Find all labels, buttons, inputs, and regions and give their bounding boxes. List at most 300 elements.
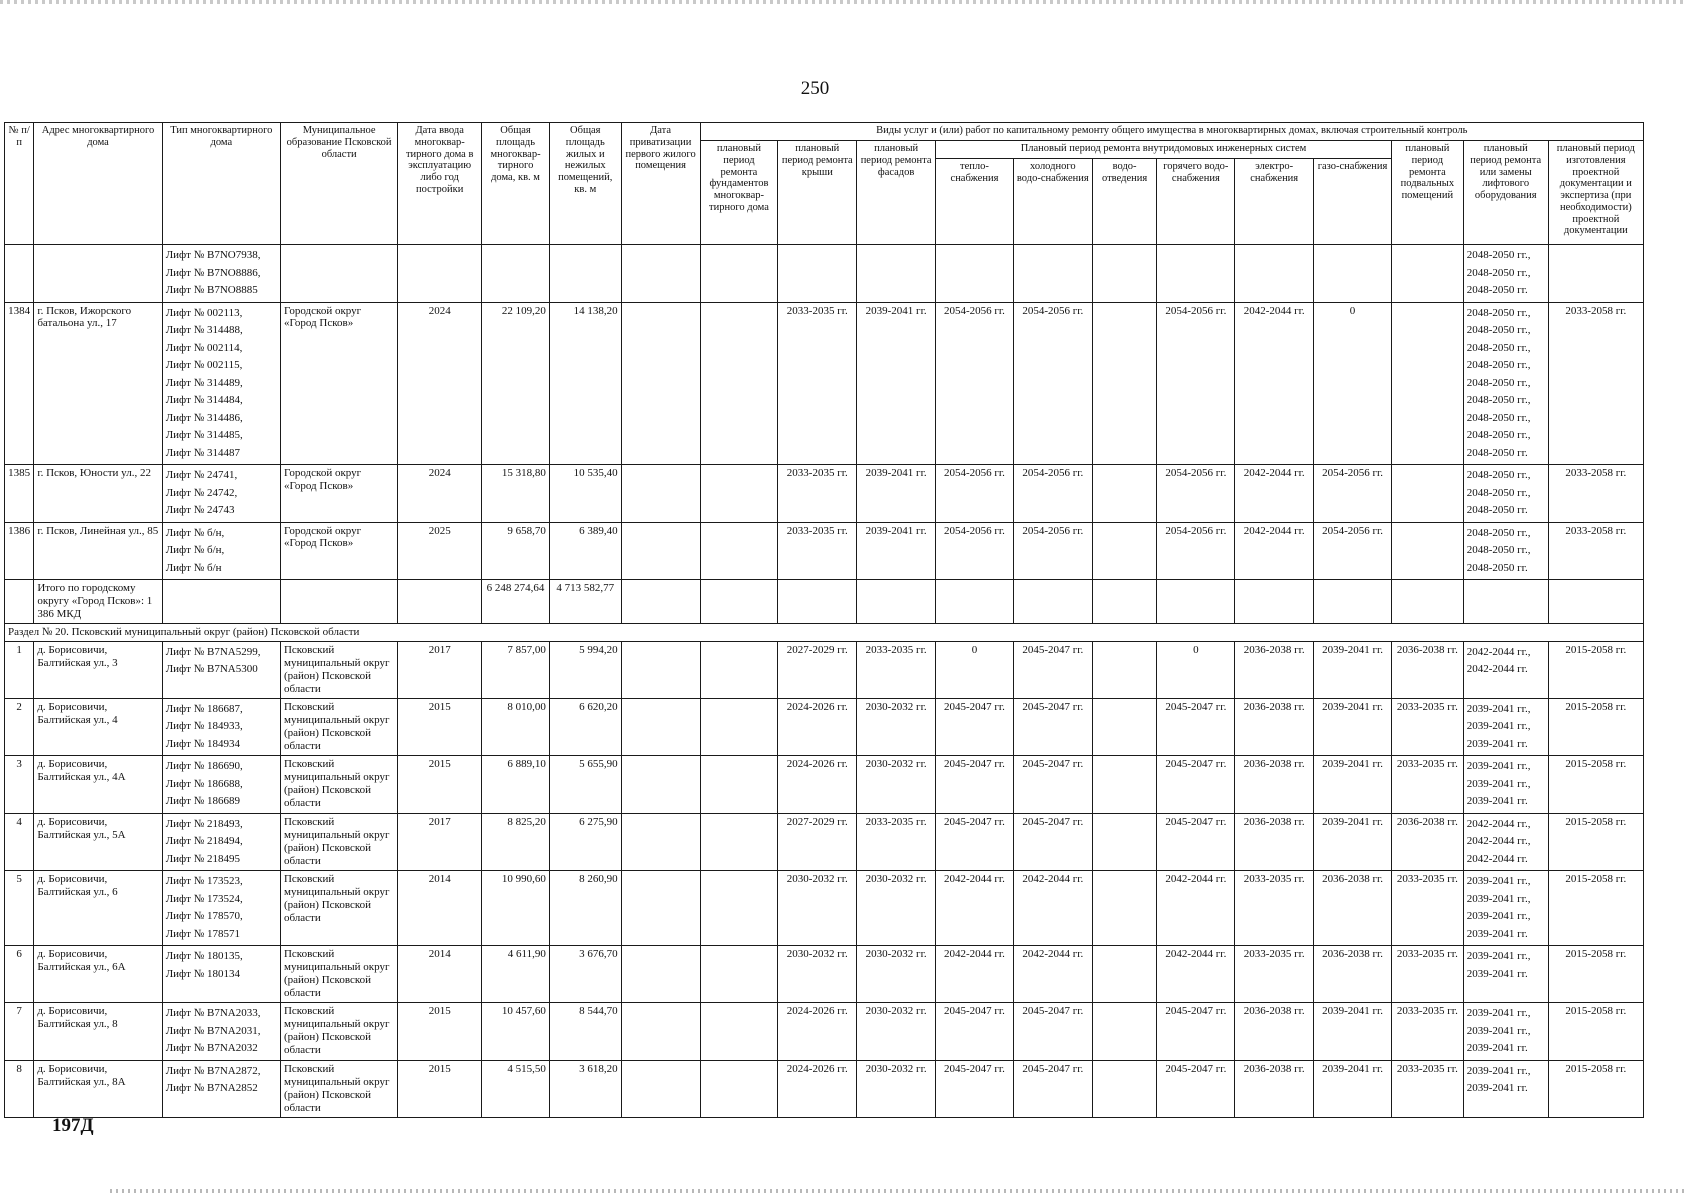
elevator-period: 2042-2044 гг., <box>1466 835 1531 848</box>
row-lifts <box>162 1060 280 1117</box>
row-number: 1385 <box>5 465 34 523</box>
elevator-period: 2039-2041 гг. <box>1466 737 1528 750</box>
lift-item: Лифт № 186687, <box>165 702 243 715</box>
lift-item: Лифт № B7NO8886, <box>165 266 261 279</box>
row-heat: 2054-2056 гг. <box>936 522 1014 580</box>
lift-item: Лифт № 180135, <box>165 950 243 963</box>
row-living-area: 6 389,40 <box>549 522 621 580</box>
row-elevator <box>1463 245 1548 303</box>
row-living-area <box>549 245 621 303</box>
row-privatization <box>621 1003 700 1061</box>
row-basement: 2033-2035 гг. <box>1391 1003 1463 1061</box>
row-number: 1384 <box>5 302 34 465</box>
elevator-period: 2042-2044 гг., <box>1466 817 1531 830</box>
row-heat: 2045-2047 гг. <box>936 698 1014 756</box>
row-address: д. Борисовичи, Балтийская ул., 6А <box>34 946 162 1003</box>
section-row <box>5 623 1644 641</box>
lift-item: Лифт № 24742, <box>165 486 238 499</box>
lift-item: Лифт № б/н <box>165 561 222 574</box>
row-cold-water: 2054-2056 гг. <box>1013 465 1092 523</box>
lift-item: Лифт № 184933, <box>165 720 243 733</box>
row-total-area: 7 857,00 <box>482 641 550 698</box>
row-hot-water: 0 <box>1157 641 1235 698</box>
lift-item: Лифт № B7NA2872, <box>165 1064 261 1077</box>
elevator-period: 2048-2050 гг. <box>1466 561 1528 574</box>
row-foundation <box>700 813 778 871</box>
row-gas: 2039-2041 гг. <box>1314 756 1392 814</box>
lift-item: Лифт № B7NA5299, <box>165 645 261 658</box>
row-design: 2015-2058 гг. <box>1548 946 1643 1003</box>
row-lifts <box>162 813 280 871</box>
row-facade: 2030-2032 гг. <box>857 1060 936 1117</box>
table-row <box>5 698 1644 756</box>
row-heat: 2054-2056 гг. <box>936 465 1014 523</box>
header-cold-water: холодного водо-снабжения <box>1013 159 1092 245</box>
document-code: 197Д <box>52 1115 94 1136</box>
row-electric: 2036-2038 гг. <box>1235 756 1314 814</box>
row-commissioning-year: 2024 <box>398 465 482 523</box>
row-address: г. Псков, Ижорского батальона ул., 17 <box>34 302 162 465</box>
row-elevator <box>1463 465 1548 523</box>
elevator-period: 2039-2041 гг., <box>1466 1024 1531 1037</box>
row-lifts <box>162 756 280 814</box>
row-electric: 2036-2038 гг. <box>1235 1060 1314 1117</box>
header-address: Адрес многоквартирного дома <box>34 123 162 245</box>
elevator-period: 2039-2041 гг., <box>1466 910 1531 923</box>
row-roof: 2033-2035 гг. <box>778 465 857 523</box>
row-gas: 2039-2041 гг. <box>1314 641 1392 698</box>
header-living-area: Общая площадь жилых и нежилых помещений, кв. м <box>549 123 621 245</box>
row-gas <box>1314 245 1392 303</box>
row-lifts <box>162 871 280 946</box>
row-basement: 2033-2035 гг. <box>1391 756 1463 814</box>
lift-item: Лифт № B7NA2032 <box>165 1042 258 1055</box>
lift-item: Лифт № 218495 <box>165 852 240 865</box>
table-row <box>5 1003 1644 1061</box>
row-sewer <box>1092 522 1157 580</box>
row-elevator <box>1463 302 1548 465</box>
header-engineering-group: Плановый период ремонта внутридомовых инженерных систем <box>936 141 1392 159</box>
row-hot-water: 2054-2056 гг. <box>1157 302 1235 465</box>
row-heat: 2045-2047 гг. <box>936 756 1014 814</box>
row-facade: 2039-2041 гг. <box>857 465 936 523</box>
header-municipality: Муниципальное образование Псковской области <box>280 123 397 245</box>
row-sewer <box>1092 302 1157 465</box>
row-lifts <box>162 946 280 1003</box>
row-hot-water: 2045-2047 гг. <box>1157 756 1235 814</box>
elevator-period: 2039-2041 гг. <box>1466 1082 1528 1095</box>
row-number: 1386 <box>5 522 34 580</box>
row-living-area: 10 535,40 <box>549 465 621 523</box>
table-body-district <box>5 641 1644 1117</box>
row-privatization <box>621 1060 700 1117</box>
row-cold-water: 2045-2047 гг. <box>1013 641 1092 698</box>
lift-item: Лифт № 173524, <box>165 892 243 905</box>
row-number: 8 <box>5 1060 34 1117</box>
row-municipality: Псковский муниципальный округ (район) Псковской области <box>280 871 397 946</box>
elevator-period: 2039-2041 гг., <box>1466 950 1531 963</box>
subtotal-row <box>5 580 1644 624</box>
row-heat: 2045-2047 гг. <box>936 1003 1014 1061</box>
row-heat: 2042-2044 гг. <box>936 946 1014 1003</box>
subtotal-label: Итого по городскому округу «Город Псков»: 1 386 МКД <box>34 580 162 624</box>
row-electric: 2042-2044 гг. <box>1235 522 1314 580</box>
row-living-area: 5 994,20 <box>549 641 621 698</box>
row-total-area <box>482 245 550 303</box>
row-address: д. Борисовичи, Балтийская ул., 8А <box>34 1060 162 1117</box>
row-number: 1 <box>5 641 34 698</box>
row-design: 2015-2058 гг. <box>1548 813 1643 871</box>
subtotal-num <box>5 580 34 624</box>
lift-item: Лифт № 186688, <box>165 777 243 790</box>
elevator-period: 2048-2050 гг. <box>1466 446 1528 459</box>
row-privatization <box>621 871 700 946</box>
row-facade: 2030-2032 гг. <box>857 698 936 756</box>
table-row <box>5 641 1644 698</box>
row-electric: 2042-2044 гг. <box>1235 465 1314 523</box>
row-address <box>34 245 162 303</box>
lift-item: Лифт № 218494, <box>165 835 243 848</box>
row-basement <box>1391 302 1463 465</box>
row-number: 6 <box>5 946 34 1003</box>
header-basement: плановый период ремонта подвальных помещений <box>1391 141 1463 245</box>
row-commissioning-year: 2025 <box>398 522 482 580</box>
row-total-area: 8 010,00 <box>482 698 550 756</box>
table-row <box>5 465 1644 523</box>
row-lifts <box>162 302 280 465</box>
elevator-period: 2042-2044 гг. <box>1466 852 1528 865</box>
lift-item: Лифт № B7NA2852 <box>165 1082 258 1095</box>
row-roof: 2033-2035 гг. <box>778 522 857 580</box>
row-elevator <box>1463 756 1548 814</box>
elevator-period: 2048-2050 гг., <box>1466 376 1531 389</box>
elevator-period: 2039-2041 гг., <box>1466 720 1531 733</box>
row-elevator <box>1463 698 1548 756</box>
row-privatization <box>621 698 700 756</box>
row-foundation <box>700 698 778 756</box>
table-row <box>5 813 1644 871</box>
row-total-area: 6 889,10 <box>482 756 550 814</box>
row-address: г. Псков, Юности ул., 22 <box>34 465 162 523</box>
row-commissioning-year <box>398 245 482 303</box>
lift-item: Лифт № 218493, <box>165 817 243 830</box>
section-title: Раздел № 20. Псковский муниципальный округ (район) Псковской области <box>5 623 1644 641</box>
row-municipality <box>280 245 397 303</box>
header-design: плановый период изготовления проектной документации и экспертиза (при необходимости) проектной документации <box>1548 141 1643 245</box>
row-commissioning-year: 2015 <box>398 1003 482 1061</box>
elevator-period: 2039-2041 гг., <box>1466 892 1531 905</box>
elevator-period: 2048-2050 гг., <box>1466 359 1531 371</box>
row-privatization <box>621 756 700 814</box>
elevator-period: 2048-2050 гг., <box>1466 411 1531 424</box>
row-gas: 2054-2056 гг. <box>1314 465 1392 523</box>
row-cold-water <box>1013 245 1092 303</box>
elevator-period: 2048-2050 гг., <box>1466 306 1531 319</box>
row-total-area: 8 825,20 <box>482 813 550 871</box>
row-address: д. Борисовичи, Балтийская ул., 6 <box>34 871 162 946</box>
header-type: Тип многоквартирного дома <box>162 123 280 245</box>
row-hot-water: 2042-2044 гг. <box>1157 871 1235 946</box>
row-elevator <box>1463 871 1548 946</box>
elevator-period: 2042-2044 гг. <box>1466 663 1528 676</box>
lift-item: Лифт № 178570, <box>165 910 243 923</box>
row-commissioning-year: 2015 <box>398 698 482 756</box>
subtotal-living-area: 4 713 582,77 <box>549 580 621 624</box>
row-number: 4 <box>5 813 34 871</box>
elevator-period: 2048-2050 гг., <box>1466 341 1531 354</box>
row-hot-water: 2045-2047 гг. <box>1157 1003 1235 1061</box>
row-cold-water: 2045-2047 гг. <box>1013 698 1092 756</box>
table-row <box>5 871 1644 946</box>
row-roof: 2027-2029 гг. <box>778 641 857 698</box>
row-electric: 2036-2038 гг. <box>1235 1003 1314 1061</box>
row-sewer <box>1092 1060 1157 1117</box>
row-roof: 2030-2032 гг. <box>778 871 857 946</box>
row-municipality: Городской округ «Город Псков» <box>280 302 397 465</box>
row-municipality: Псковский муниципальный округ (район) Псковской области <box>280 756 397 814</box>
row-elevator <box>1463 522 1548 580</box>
header-hot-water: горячего водо-снабжения <box>1157 159 1235 245</box>
row-number: 7 <box>5 1003 34 1061</box>
elevator-period: 2048-2050 гг., <box>1466 266 1531 279</box>
lift-item: Лифт № B7NA2033, <box>165 1007 261 1020</box>
row-sewer <box>1092 698 1157 756</box>
elevator-period: 2048-2050 гг., <box>1466 526 1531 539</box>
row-electric <box>1235 245 1314 303</box>
row-hot-water: 2045-2047 гг. <box>1157 813 1235 871</box>
page-number: 250 <box>800 78 830 99</box>
header-works-group: Виды услуг и (или) работ по капитальному ремонту общего имущества в многоквартирных домах, включая строительный контроль <box>700 123 1643 141</box>
row-gas: 2039-2041 гг. <box>1314 813 1392 871</box>
row-municipality: Псковский муниципальный округ (район) Псковской области <box>280 813 397 871</box>
row-living-area: 8 260,90 <box>549 871 621 946</box>
row-facade: 2030-2032 гг. <box>857 871 936 946</box>
row-roof: 2024-2026 гг. <box>778 756 857 814</box>
row-electric: 2036-2038 гг. <box>1235 641 1314 698</box>
row-privatization <box>621 302 700 465</box>
row-facade: 2033-2035 гг. <box>857 813 936 871</box>
row-hot-water: 2045-2047 гг. <box>1157 1060 1235 1117</box>
row-living-area: 6 620,20 <box>549 698 621 756</box>
header-heat: тепло-снабжения <box>936 159 1014 245</box>
table-row <box>5 245 1644 303</box>
lift-item: Лифт № 186689 <box>165 795 240 808</box>
elevator-period: 2048-2050 гг., <box>1466 486 1531 499</box>
lift-item: Лифт № B7NO7938, <box>165 249 261 261</box>
row-basement: 2036-2038 гг. <box>1391 641 1463 698</box>
row-foundation <box>700 1003 778 1061</box>
row-foundation <box>700 522 778 580</box>
row-commissioning-year: 2017 <box>398 641 482 698</box>
row-roof: 2027-2029 гг. <box>778 813 857 871</box>
elevator-period: 2042-2044 гг., <box>1466 645 1531 658</box>
row-sewer <box>1092 871 1157 946</box>
capital-repair-table <box>4 122 1644 1118</box>
row-roof: 2024-2026 гг. <box>778 1003 857 1061</box>
row-electric: 2036-2038 гг. <box>1235 698 1314 756</box>
lift-item: Лифт № 178571 <box>165 927 240 940</box>
row-total-area: 10 990,60 <box>482 871 550 946</box>
row-number: 5 <box>5 871 34 946</box>
row-foundation <box>700 245 778 303</box>
row-elevator <box>1463 946 1548 1003</box>
lift-item: Лифт № 173523, <box>165 875 243 888</box>
row-cold-water: 2042-2044 гг. <box>1013 871 1092 946</box>
row-gas: 0 <box>1314 302 1392 465</box>
row-privatization <box>621 813 700 871</box>
row-sewer <box>1092 946 1157 1003</box>
elevator-period: 2039-2041 гг., <box>1466 777 1531 790</box>
row-sewer <box>1092 465 1157 523</box>
elevator-period: 2048-2050 гг. <box>1466 284 1528 296</box>
row-foundation <box>700 465 778 523</box>
table-row <box>5 1060 1644 1117</box>
row-gas: 2036-2038 гг. <box>1314 946 1392 1003</box>
row-hot-water: 2042-2044 гг. <box>1157 946 1235 1003</box>
row-gas: 2054-2056 гг. <box>1314 522 1392 580</box>
row-total-area: 15 318,80 <box>482 465 550 523</box>
row-address: д. Борисовичи, Балтийская ул., 5А <box>34 813 162 871</box>
row-municipality: Городской округ «Город Псков» <box>280 465 397 523</box>
row-design: 2033-2058 гг. <box>1548 465 1643 523</box>
row-cold-water: 2042-2044 гг. <box>1013 946 1092 1003</box>
row-heat: 0 <box>936 641 1014 698</box>
row-heat: 2042-2044 гг. <box>936 871 1014 946</box>
row-facade: 2030-2032 гг. <box>857 946 936 1003</box>
scan-edge-bottom <box>110 1189 1686 1193</box>
table-row <box>5 946 1644 1003</box>
row-basement <box>1391 245 1463 303</box>
row-roof: 2030-2032 гг. <box>778 946 857 1003</box>
row-foundation <box>700 871 778 946</box>
header-gas: газо-снабжения <box>1314 159 1392 245</box>
elevator-period: 2048-2050 гг., <box>1466 429 1531 441</box>
table-body-city <box>5 245 1644 580</box>
row-hot-water: 2054-2056 гг. <box>1157 465 1235 523</box>
row-design: 2015-2058 гг. <box>1548 871 1643 946</box>
elevator-period: 2039-2041 гг. <box>1466 795 1528 808</box>
elevator-period: 2048-2050 гг., <box>1466 469 1531 481</box>
elevator-period: 2048-2050 гг. <box>1466 504 1528 516</box>
row-cold-water: 2054-2056 гг. <box>1013 302 1092 465</box>
header-privatization: Дата приватизации первого жилого помещения <box>621 123 700 245</box>
lift-item: Лифт № B7NA5300 <box>165 663 258 676</box>
row-total-area: 4 611,90 <box>482 946 550 1003</box>
row-gas: 2039-2041 гг. <box>1314 1003 1392 1061</box>
row-gas: 2036-2038 гг. <box>1314 871 1392 946</box>
row-facade: 2039-2041 гг. <box>857 302 936 465</box>
table-row <box>5 522 1644 580</box>
row-privatization <box>621 522 700 580</box>
row-commissioning-year: 2014 <box>398 871 482 946</box>
lift-item: Лифт № б/н, <box>165 526 225 539</box>
row-privatization <box>621 245 700 303</box>
lift-item: Лифт № 314489, <box>165 376 243 389</box>
row-design: 2033-2058 гг. <box>1548 302 1643 465</box>
row-roof: 2024-2026 гг. <box>778 698 857 756</box>
lift-item: Лифт № 314485, <box>165 429 243 441</box>
row-facade: 2033-2035 гг. <box>857 641 936 698</box>
lift-item: Лифт № 24741, <box>165 469 238 481</box>
elevator-period: 2039-2041 гг., <box>1466 702 1531 715</box>
row-commissioning-year: 2014 <box>398 946 482 1003</box>
row-address: д. Борисовичи, Балтийская ул., 8 <box>34 1003 162 1061</box>
lift-item: Лифт № 002113, <box>165 306 243 319</box>
row-sewer <box>1092 813 1157 871</box>
row-basement: 2033-2035 гг. <box>1391 871 1463 946</box>
row-hot-water <box>1157 245 1235 303</box>
row-number: 3 <box>5 756 34 814</box>
row-foundation <box>700 756 778 814</box>
row-sewer <box>1092 245 1157 303</box>
row-commissioning-year: 2017 <box>398 813 482 871</box>
row-privatization <box>621 465 700 523</box>
row-basement: 2033-2035 гг. <box>1391 1060 1463 1117</box>
row-basement: 2036-2038 гг. <box>1391 813 1463 871</box>
row-sewer <box>1092 756 1157 814</box>
row-electric: 2033-2035 гг. <box>1235 946 1314 1003</box>
row-cold-water: 2045-2047 гг. <box>1013 756 1092 814</box>
row-design: 2015-2058 гг. <box>1548 1060 1643 1117</box>
row-living-area: 3 676,70 <box>549 946 621 1003</box>
row-elevator <box>1463 1003 1548 1061</box>
row-elevator <box>1463 813 1548 871</box>
row-heat: 2045-2047 гг. <box>936 1060 1014 1117</box>
row-facade <box>857 245 936 303</box>
row-heat <box>936 245 1014 303</box>
row-design: 2033-2058 гг. <box>1548 522 1643 580</box>
lift-item: Лифт № 184934 <box>165 737 240 750</box>
row-municipality: Псковский муниципальный округ (район) Псковской области <box>280 1003 397 1061</box>
elevator-period: 2048-2050 гг., <box>1466 324 1531 336</box>
row-municipality: Псковский муниципальный округ (район) Псковской области <box>280 698 397 756</box>
row-roof: 2024-2026 гг. <box>778 1060 857 1117</box>
elevator-period: 2048-2050 гг., <box>1466 544 1531 556</box>
row-roof <box>778 245 857 303</box>
row-electric: 2042-2044 гг. <box>1235 302 1314 465</box>
row-commissioning-year: 2015 <box>398 756 482 814</box>
row-gas: 2039-2041 гг. <box>1314 1060 1392 1117</box>
row-total-area: 10 457,60 <box>482 1003 550 1061</box>
row-commissioning-year: 2015 <box>398 1060 482 1117</box>
elevator-period: 2039-2041 гг., <box>1466 875 1531 888</box>
elevator-period: 2048-2050 гг., <box>1466 394 1531 406</box>
scan-edge-top <box>0 0 1686 4</box>
row-basement: 2033-2035 гг. <box>1391 946 1463 1003</box>
row-total-area: 22 109,20 <box>482 302 550 465</box>
row-number <box>5 245 34 303</box>
row-foundation <box>700 1060 778 1117</box>
lift-item: Лифт № 314488, <box>165 324 243 336</box>
row-sewer <box>1092 1003 1157 1061</box>
row-hot-water: 2045-2047 гг. <box>1157 698 1235 756</box>
row-address: д. Борисовичи, Балтийская ул., 4 <box>34 698 162 756</box>
lift-item: Лифт № 180134 <box>165 967 240 980</box>
elevator-period: 2039-2041 гг., <box>1466 760 1531 773</box>
row-living-area: 3 618,20 <box>549 1060 621 1117</box>
lift-item: Лифт № B7NA2031, <box>165 1024 261 1037</box>
row-municipality: Псковский муниципальный округ (район) Псковской области <box>280 1060 397 1117</box>
row-electric: 2033-2035 гг. <box>1235 871 1314 946</box>
row-address: г. Псков, Линейная ул., 85 <box>34 522 162 580</box>
header-elevator: плановый период ремонта или замены лифтового оборудования <box>1463 141 1548 245</box>
row-cold-water: 2045-2047 гг. <box>1013 1060 1092 1117</box>
elevator-period: 2039-2041 гг., <box>1466 1064 1531 1077</box>
row-lifts <box>162 522 280 580</box>
row-lifts <box>162 641 280 698</box>
row-living-area: 6 275,90 <box>549 813 621 871</box>
lift-item: Лифт № 314486, <box>165 411 243 424</box>
